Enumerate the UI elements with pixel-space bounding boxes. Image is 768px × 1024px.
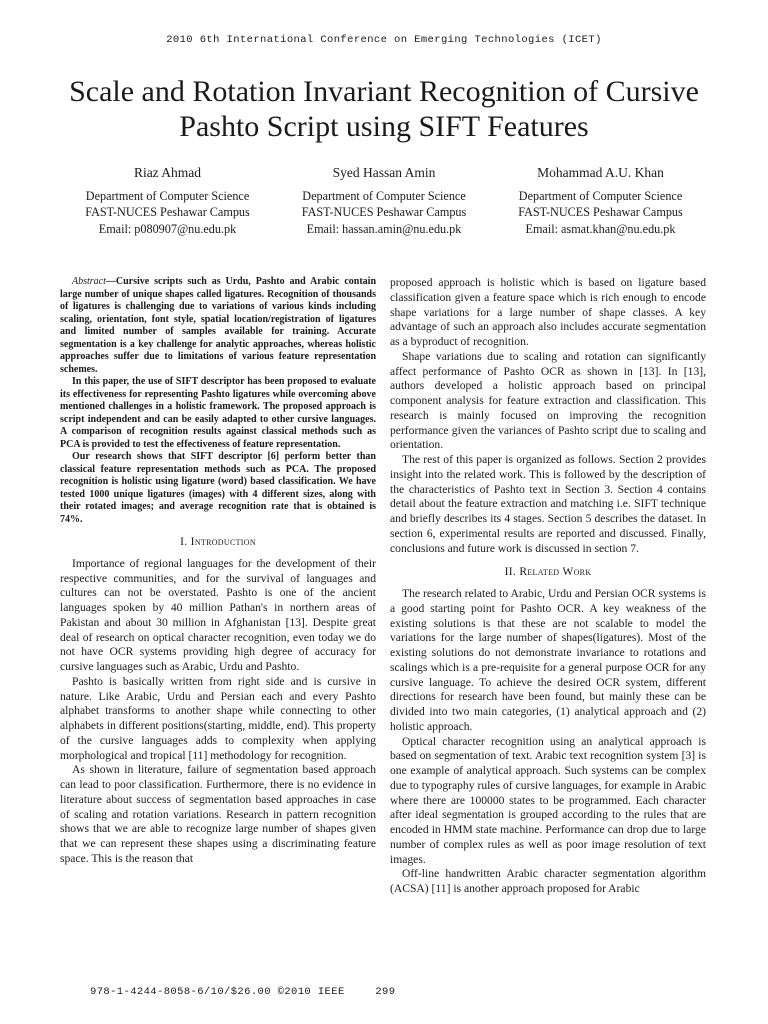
author-email: Email: hassan.amin@nu.edu.pk [306,221,462,236]
body-paragraph: Off-line handwritten Arabic character segmentation algorithm (ACSA) [11] is another approach proposed for Arabic [390,867,706,895]
section-numeral: I. [180,535,188,548]
abstract-text: —Cursive scripts such as Urdu, Pashto and Arabic contain large number of unique shapes called ligatures. Recognition of thousands of ligatures is challenging due to variations of various kinds including scaling, orientation, font style, spatial location/registration of ligatures and limited number of samples available for training. Accurate segmentation is a key challenge for analytic approaches, whereas holistic approaches suffer due to limitations of various feature representation schemes. [60,276,376,375]
page-footer [90,986,395,998]
author-department: Department of Computer Science [302,188,466,203]
left-column [60,276,376,867]
author-3 [493,165,708,237]
abstract-paragraph [60,276,376,376]
section-title: Related Work [519,565,592,579]
author-email: Email: asmat.khan@nu.edu.pk [525,221,676,236]
author-2 [277,165,492,237]
body-paragraph: The rest of this paper is organized as follows. Section 2 provides insight into the related work. This is followed by the description of the characteristics of Pashto text in Section 3. Section 4 contains detail about the feature extraction and matching i.e. SIFT technique and briefly describes its 4 stages. Section 5 describes the dataset. In section 6, experimental results are reported and discussed. Finally, conclusions and future work is discussed in section 7. [390,453,706,555]
body-paragraph: As shown in literature, failure of segmentation based approach can lead to poor classification. Furthermore, there is no evidence in literature about success of segmentation based approaches in case of scaling and rotation variations. Research in pattern recognition shows that we are able to recognize large number of shapes given that we can represent these shapes using a discriminating feature space. This is the reason that [60,763,376,865]
author-name: Riaz Ahmad [133,165,202,180]
section-numeral: II. [504,565,517,579]
body-paragraph: Shape variations due to scaling and rotation can significantly affect performance of Pashto OCR as shown in [13]. In [13], authors developed a holistic approach based on principal component analysis for feature extraction and classification. This research is mainly focused on improving the recognition performance given the variances of Pashto script due to scaling and orientation. [390,349,706,452]
right-column [390,276,706,897]
abstract-paragraph: In this paper, the use of SIFT descriptor has been proposed to evaluate its effectiveness for representing Pashto ligatures while overcoming above mentioned challenges in a holistic framework. The proposed approach is script independent and can be easily adapted to other cursive languages. A comparison of recognition results against classical methods such as PCA is provided to test the effectiveness of feature representation. [60,376,376,450]
paper-title: Scale and Rotation Invariant Recognition of Cursive Pashto Script using SIFT Features [69,75,699,143]
author-name: Mohammad A.U. Khan [537,165,664,180]
abstract [60,276,376,526]
author-department: Department of Computer Science [518,188,683,203]
body-paragraph: Importance of regional languages for the development of their respective communities, and for the survival of languages and cultures can not be overstated. Pashto is one of the ancient languages spoken by 40 million Pathan's in northern areas of Pakistan and about 30 million in Afghanistan [13]. Despite great deal of research on optical character recognition, even today we do not have OCR systems providing high degree of accuracy for cursive languages such as Arabic, Urdu and Pashto. [60,556,376,673]
author-1 [60,165,275,237]
abstract-paragraph: Our research shows that SIFT descriptor [6] perform better than classical feature representation methods such as PCA. The proposed recognition is holistic using ligature (word) based classification. We have tested 1000 unique ligatures (images) with 4 different sizes, along with their rotated images; and average recognition rate that is obtained is 74%. [60,451,376,525]
body-paragraph: Pashto is basically written from right side and is cursive in nature. Like Arabic, Urdu and Persian each and every Pashto alphabet transforms to another shape while connecting to other alphabets in different positions(starting, middle, end). This property of the cursive languages adds to complexity when applying morphological and tropical [11] methodology for recognition. [60,674,376,762]
page-number: 299 [375,986,396,998]
section-title: Introduction [190,535,256,548]
conference-header: 2010 6th International Conference on Emerging Technologies (ICET) [166,34,602,46]
body-paragraph: The research related to Arabic, Urdu and Persian OCR systems is a good starting point for Pashto OCR. A key weakness of the existing solutions is that these are not scalable to model the variations for the large number of shapes(ligatures). Most of the existing solutions do not demonstrate invariance to rotations and scalings which is a pre-requisite for a general purpose OCR for any cursive language. To achieve the desired OCR system, different directions for research have been found, but mainly these can be divided into two main categories, (1) analytical approach and (2) holistic approach. [390,587,706,733]
copyright-line: 978-1-4244-8058-6/10/$26.00 ©2010 IEEE [90,986,345,998]
author-name: Syed Hassan Amin [332,165,436,180]
abstract-label: Abstract [72,276,106,287]
author-block [60,165,708,237]
body-paragraph: proposed approach is holistic which is based on ligature based classification given a feature space which is rich enough to encode shape variations for a large number of shape classes. A key advantage of such an approach also includes accurate segmentation as a byproduct of recognition. [390,276,706,348]
author-campus: FAST-NUCES Peshawar Campus [301,205,467,219]
author-campus: FAST-NUCES Peshawar Campus [85,205,250,219]
section-heading-introduction [60,535,376,550]
author-campus: FAST-NUCES Peshawar Campus [518,205,683,219]
author-department: Department of Computer Science [85,188,250,203]
body-paragraph: Optical character recognition using an analytical approach is based on segmentation of text. Arabic text recognition system [3] is one example of analytical approach. Such systems can be complex due to typography rules of cursive languages, for example in Arabic where there are 100000 states to be programmed. Each character after ideal segmentation is grouped according to the rules that are encoded in HMM state machine. Performance can drop due to large number of complex rules as well as poor image resolution of text images. [390,734,706,866]
author-email: Email: p080907@nu.edu.pk [98,221,237,236]
section-heading-related-work [390,565,706,580]
